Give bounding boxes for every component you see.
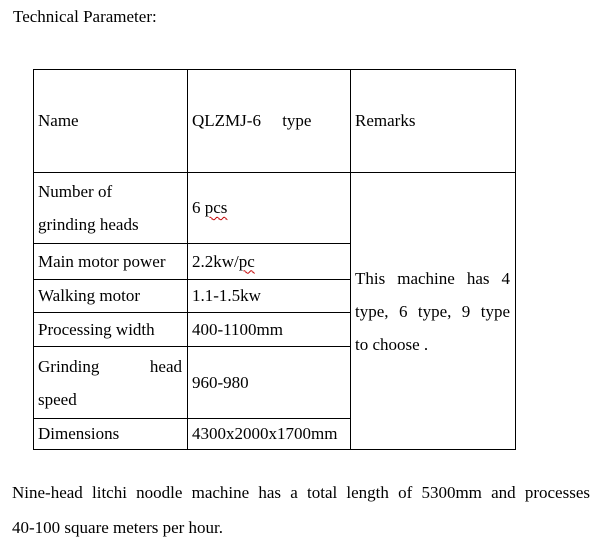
cell-value-processing-width: 400-1100mm (188, 313, 351, 347)
remarks-line: to choose . (355, 334, 429, 354)
cell-value-dimensions: 4300x2000x1700mm (188, 419, 351, 450)
spellcheck-flagged-word: pc (238, 251, 255, 271)
remarks-line: type, 6 type, 9 type (355, 301, 510, 321)
cell-value-main-motor (188, 244, 351, 280)
paragraph-line: Nine-head litchi noodle machine has a total length of 5300mm and processes (12, 483, 590, 502)
cell-value-grinding-heads (188, 173, 351, 244)
remarks-line: This machine has 4 (355, 268, 510, 288)
cell-label-dimensions: Dimensions (34, 419, 188, 450)
header-cell-type: QLZMJ-6 type (188, 70, 351, 173)
technical-parameters-table (33, 69, 516, 450)
cell-value-walking-motor: 1.1-1.5kw (188, 280, 351, 313)
header-cell-name: Name (34, 70, 188, 173)
cell-label-main-motor: Main motor power (34, 244, 188, 280)
page-title: Technical Parameter: (13, 7, 157, 26)
cell-value-grinding-speed: 960-980 (188, 347, 351, 419)
header-cell-remarks: Remarks (351, 70, 516, 173)
label-line: Number of (38, 182, 113, 201)
spellcheck-flagged-word: pcs (204, 198, 228, 217)
cell-remarks-merged (351, 173, 516, 450)
table-header-row (34, 70, 516, 173)
cell-label-walking-motor: Walking motor (34, 280, 188, 313)
cell-label-grinding-heads (34, 173, 188, 244)
table-row-grinding-heads (34, 173, 516, 244)
description-paragraph (12, 475, 590, 545)
paragraph-line: 40-100 square meters per hour. (12, 518, 224, 537)
label-line: speed (38, 389, 77, 409)
value-text: 2.2kw/ (192, 251, 239, 271)
cell-label-grinding-speed (34, 347, 188, 419)
cell-label-processing-width: Processing width (34, 313, 188, 347)
value-text: 6 (192, 198, 205, 217)
label-line: Grinding head (38, 356, 182, 376)
label-line: grinding heads (38, 215, 139, 234)
